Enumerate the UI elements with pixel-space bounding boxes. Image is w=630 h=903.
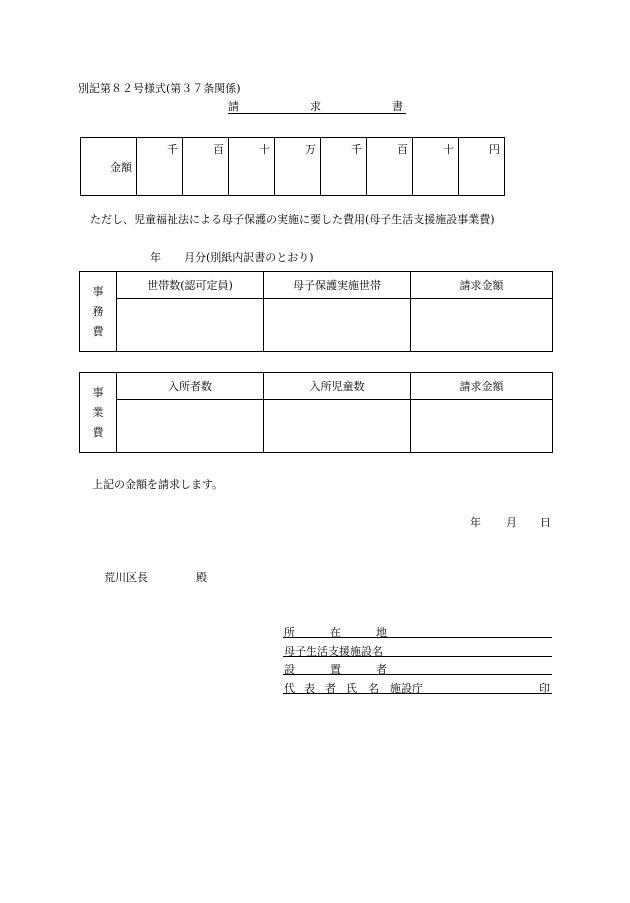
business-claim-amount-cell[interactable] — [411, 400, 553, 453]
amount-digit-cell[interactable]: 百 — [367, 138, 413, 196]
director-label: 施設庁 — [390, 682, 423, 695]
claim-statement: 上記の金額を請求します。 — [92, 478, 224, 491]
business-children-cell[interactable] — [264, 400, 411, 453]
period-year: 年 — [150, 251, 161, 264]
address-line[interactable] — [283, 637, 552, 638]
column-header: 入所児童数 — [264, 373, 411, 400]
amount-digit-cell[interactable]: 百 — [183, 138, 229, 196]
date-year: 年 — [470, 516, 481, 529]
facility-name-label: 母子生活支援施設名 — [284, 645, 383, 658]
date-day: 日 — [540, 516, 551, 529]
amount-digit-cell[interactable]: 十 — [229, 138, 275, 196]
column-header: 請求金額 — [411, 272, 553, 299]
column-header: 入所者数 — [117, 373, 264, 400]
office-expense-label: 事 務 費 — [80, 272, 117, 352]
title-char: 請 — [228, 100, 239, 113]
business-residents-cell[interactable] — [117, 400, 264, 453]
amount-digit-cell[interactable]: 十 — [413, 138, 459, 196]
description-text: ただし、児童福祉法による母子保護の実施に要した費用(母子生活支援施設事業費) — [90, 213, 495, 226]
amount-digit-cell[interactable]: 万 — [275, 138, 321, 196]
amount-digit-cell[interactable]: 円 — [459, 138, 505, 196]
amount-table — [80, 137, 505, 196]
representative-line[interactable] — [283, 693, 552, 694]
column-header: 世帯数(認可定員) — [117, 272, 264, 299]
title-char: 求 — [310, 100, 321, 113]
business-expense-label: 事 業 費 — [80, 373, 117, 453]
title-char: 書 — [392, 100, 403, 113]
title-underline — [228, 113, 406, 114]
document-title — [228, 98, 404, 114]
amount-digit-cell[interactable]: 千 — [137, 138, 183, 196]
date-month: 月 — [506, 516, 517, 529]
amount-label: 金額 — [81, 138, 137, 196]
founder-line[interactable] — [283, 674, 552, 675]
facility-name-line[interactable] — [283, 656, 552, 657]
form-number: 別記第８２号様式(第３７条関係) — [78, 82, 241, 95]
addressee-honorific: 殿 — [196, 571, 207, 584]
office-households-cell[interactable] — [117, 299, 264, 352]
amount-digit-cell[interactable]: 千 — [321, 138, 367, 196]
column-header: 母子保護実施世帯 — [264, 272, 411, 299]
office-claim-amount-cell[interactable] — [411, 299, 553, 352]
office-protected-households-cell[interactable] — [264, 299, 411, 352]
seal-mark: 印 — [539, 682, 550, 695]
business-expense-table — [79, 372, 553, 453]
period-month: 月分(別紙内訳書のとおり) — [184, 251, 314, 264]
office-expense-table — [79, 271, 553, 352]
addressee-name: 荒川区長 — [104, 571, 148, 584]
column-header: 請求金額 — [411, 373, 553, 400]
